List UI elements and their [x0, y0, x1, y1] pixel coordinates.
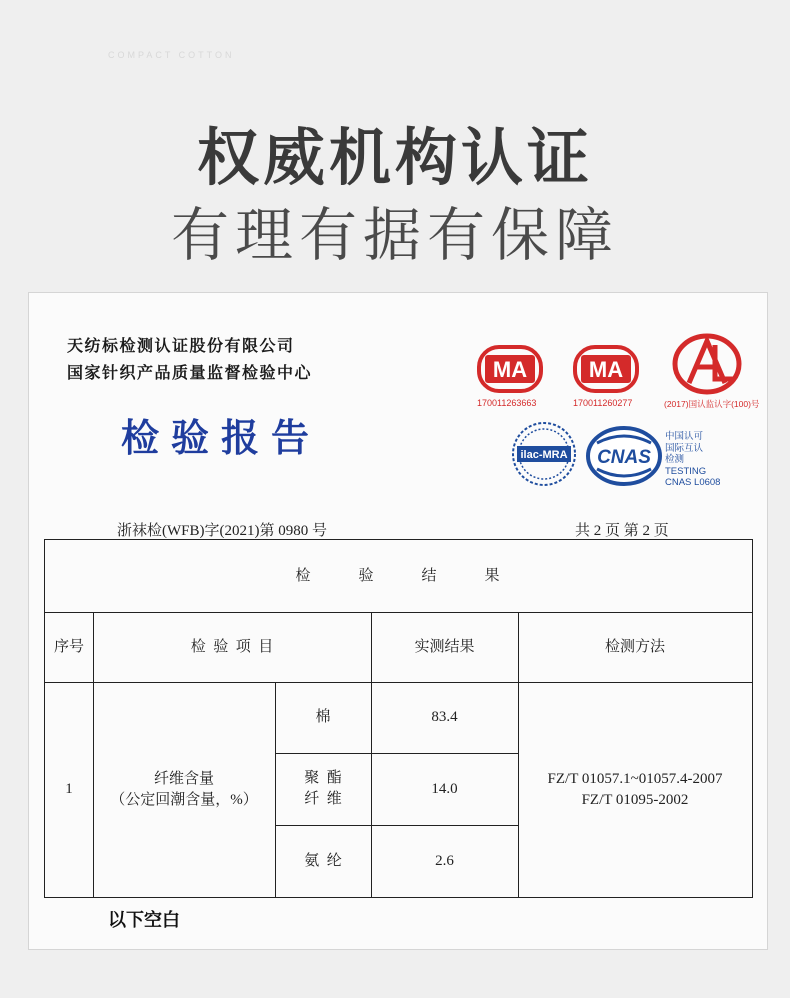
- document-number: 浙袜检(WFB)字(2021)第 0980 号: [117, 523, 327, 539]
- cal-logo-text: CAL: [671, 333, 673, 334]
- row-item-line2: （公定回潮含量，%）: [110, 791, 258, 808]
- row-method-line1: FZ/T 01057.1~01057.4-2007: [547, 770, 723, 787]
- cnas-desc-line: 国际互认: [665, 442, 704, 454]
- row-method-line2: FZ/T 01095-2002: [581, 791, 689, 808]
- cma-number-1: 170011263663: [477, 398, 537, 408]
- results-table: [44, 539, 753, 898]
- cal-number: (2017)国认监认字(100)号: [664, 399, 760, 409]
- ilac-mra-text: ilac-MRA: [520, 449, 568, 461]
- cnas-logo: [585, 425, 663, 487]
- org-name-line2: 国家针织产品质量监督检验中心: [67, 363, 313, 382]
- row-seq: 1: [65, 781, 73, 797]
- page-info: 共 2 页 第 2 页: [575, 523, 669, 539]
- cma-logo-2: [569, 345, 643, 393]
- ilac-mra-logo: [511, 419, 577, 489]
- component-name-line1: 聚 酯: [304, 770, 342, 786]
- table-caption: 检 验 结 果: [295, 567, 502, 584]
- header-item: 检 验 项 目: [190, 638, 274, 655]
- row-item: [93, 682, 275, 897]
- component-name-line2: 纤 维: [304, 791, 342, 807]
- row-item-line1: 纤维含量: [153, 770, 214, 787]
- cma-logo-2-text: MA: [588, 357, 624, 382]
- cma-logo-1-text: MA: [492, 357, 528, 382]
- row-method: [518, 682, 752, 897]
- cnas-desc-line: 中国认可: [665, 431, 704, 442]
- org-name-line1: 天纺标检测认证股份有限公司: [67, 336, 295, 355]
- report-title: 检验报告: [121, 415, 322, 460]
- blank-below-note: 以下空白: [108, 910, 180, 931]
- cnas-desc-line: 检测: [665, 454, 685, 465]
- cnas-desc-line: TESTING: [665, 465, 707, 477]
- page-subtitle: 有理有据有保障: [170, 201, 619, 269]
- cnas-description: [665, 431, 720, 489]
- component-name: 棉: [315, 709, 331, 725]
- cma-number-2: 170011260277: [573, 398, 633, 408]
- cma-logo-1: [473, 345, 547, 393]
- component-value: 2.6: [435, 852, 454, 869]
- header-method: 检测方法: [604, 638, 665, 655]
- page-title: 权威机构认证: [196, 121, 593, 194]
- component-name: [275, 753, 371, 825]
- header-result: 实测结果: [414, 638, 475, 655]
- cnas-desc-line: CNAS L0608: [665, 477, 721, 488]
- cal-logo: [671, 333, 743, 395]
- cnas-text: CNAS: [597, 447, 651, 468]
- component-value: 14.0: [431, 780, 458, 797]
- component-value: 83.4: [431, 709, 458, 725]
- component-name: 氨 纶: [304, 852, 342, 869]
- brand-watermark: COMPACT COTTON: [108, 50, 235, 60]
- header-seq: 序号: [53, 638, 84, 655]
